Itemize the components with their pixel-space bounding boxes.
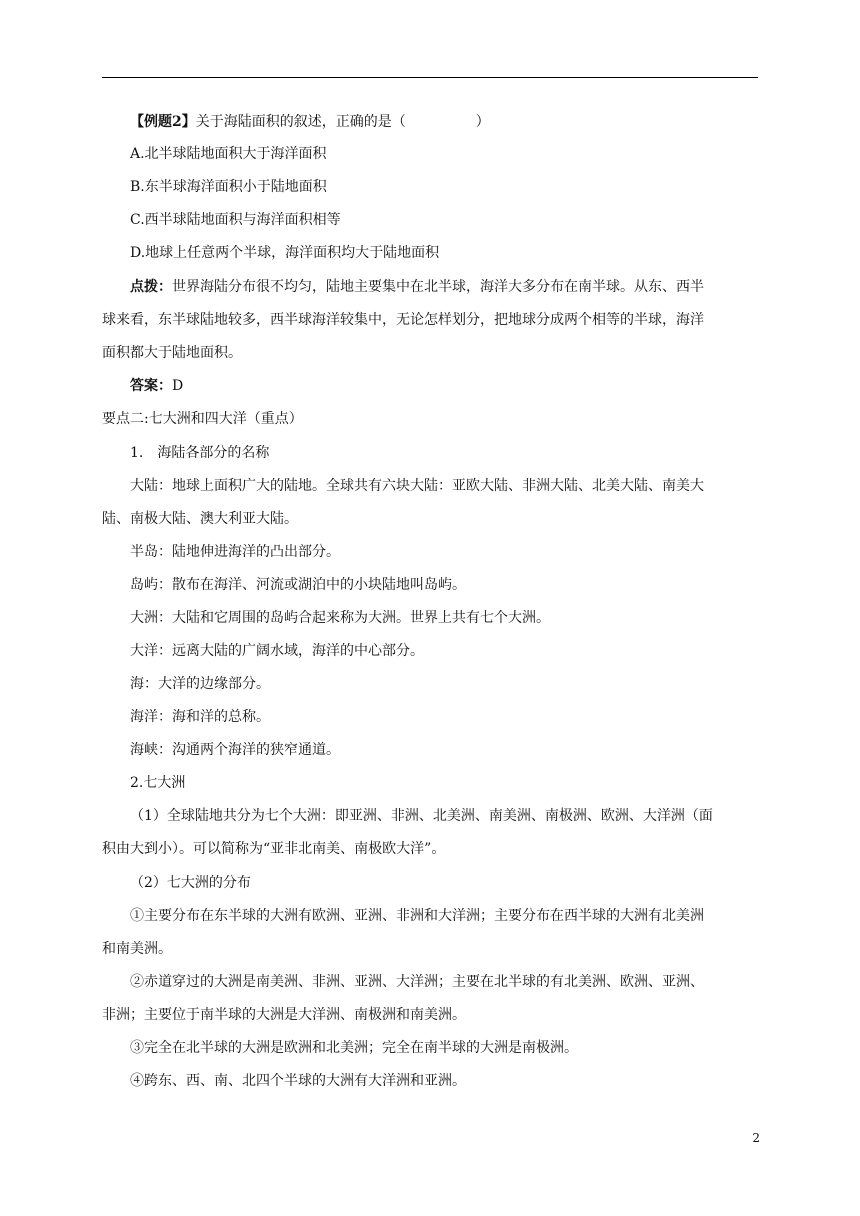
option-b: B.东半球海洋面积小于陆地面积 bbox=[130, 179, 327, 195]
bullet-1-line-2: 和南美洲。 bbox=[102, 941, 172, 957]
para-1-line-1: （1）全球陆地共分为七个大洲：即亚洲、非洲、北美洲、南美洲、南极洲、欧洲、大洋洲（面 bbox=[130, 808, 713, 824]
def-seas-and-oceans: 海洋：海和洋的总称。 bbox=[130, 709, 270, 725]
bullet-3: ③完全在北半球的大洲是欧洲和北美洲；完全在南半球的大洲是南极洲。 bbox=[130, 1040, 578, 1056]
bullet-2-line-1: ②赤道穿过的大洲是南美洲、非洲、亚洲、大洋洲；主要在北半球的有北美洲、欧洲、亚洲、 bbox=[130, 974, 704, 990]
def-continent-line-2: 陆、南极大陆、澳大利亚大陆。 bbox=[102, 511, 298, 527]
section-heading: 要点二:七大洲和四大洋（重点） bbox=[102, 411, 303, 427]
def-peninsula: 半岛：陆地伸进海洋的凸出部分。 bbox=[130, 544, 340, 560]
def-sea: 海：大洋的边缘部分。 bbox=[130, 676, 270, 692]
page-number: 2 bbox=[752, 1131, 760, 1145]
subsection-1-heading: 1. 海陆各部分的名称 bbox=[130, 445, 270, 461]
header-rule bbox=[102, 77, 758, 78]
def-continent-zone: 大洲：大陆和它周围的岛屿合起来称为大洲。世界上共有七个大洲。 bbox=[130, 610, 550, 626]
answer-value: D bbox=[172, 378, 184, 394]
answer-line bbox=[130, 376, 183, 396]
para-1-line-2: 积由大到小）。可以简称为“亚非北南美、南极欧大洋”。 bbox=[102, 841, 446, 857]
option-a: A.北半球陆地面积大于海洋面积 bbox=[130, 146, 327, 162]
def-strait: 海峡：沟通两个海洋的狭窄通道。 bbox=[130, 742, 340, 758]
def-ocean: 大洋：远离大陆的广阔水域，海洋的中心部分。 bbox=[130, 643, 424, 659]
hint-line-3: 面积都大于陆地面积。 bbox=[102, 345, 242, 361]
example-tag: 【例题2】 bbox=[130, 114, 196, 130]
answer-label: 答案： bbox=[130, 378, 172, 394]
example-question-text: 关于海陆面积的叙述，正确的是（ ） bbox=[195, 114, 490, 130]
def-island: 岛屿：散布在海洋、河流或湖泊中的小块陆地叫岛屿。 bbox=[130, 577, 466, 593]
hint-line-2: 球来看，东半球陆地较多，西半球海洋较集中，无论怎样划分，把地球分成两个相等的半球，海洋 bbox=[102, 312, 704, 328]
subsection-2-heading: 2.七大洲 bbox=[130, 775, 186, 791]
hint-line-1: 点拨：世界海陆分布很不均匀，陆地主要集中在北半球，海洋大多分布在南半球。从东、西半 bbox=[130, 279, 704, 295]
example-question bbox=[130, 112, 490, 132]
option-c: C.西半球陆地面积与海洋面积相等 bbox=[130, 212, 341, 228]
para-2-heading: （2）七大洲的分布 bbox=[130, 875, 251, 891]
def-continent-line-1: 大陆：地球上面积广大的陆地。全球共有六块大陆：亚欧大陆、非洲大陆、北美大陆、南美大 bbox=[130, 478, 704, 494]
bullet-2-line-2: 非洲；主要位于南半球的大洲是大洋洲、南极洲和南美洲。 bbox=[102, 1007, 466, 1023]
bullet-4: ④跨东、西、南、北四个半球的大洲有大洋洲和亚洲。 bbox=[130, 1073, 466, 1089]
option-d: D.地球上任意两个半球，海洋面积均大于陆地面积 bbox=[130, 245, 440, 261]
bullet-1-line-1: ①主要分布在东半球的大洲有欧洲、亚洲、非洲和大洋洲；主要分布在西半球的大洲有北美洲 bbox=[130, 908, 704, 924]
hint-label: 点拨： bbox=[130, 279, 172, 295]
